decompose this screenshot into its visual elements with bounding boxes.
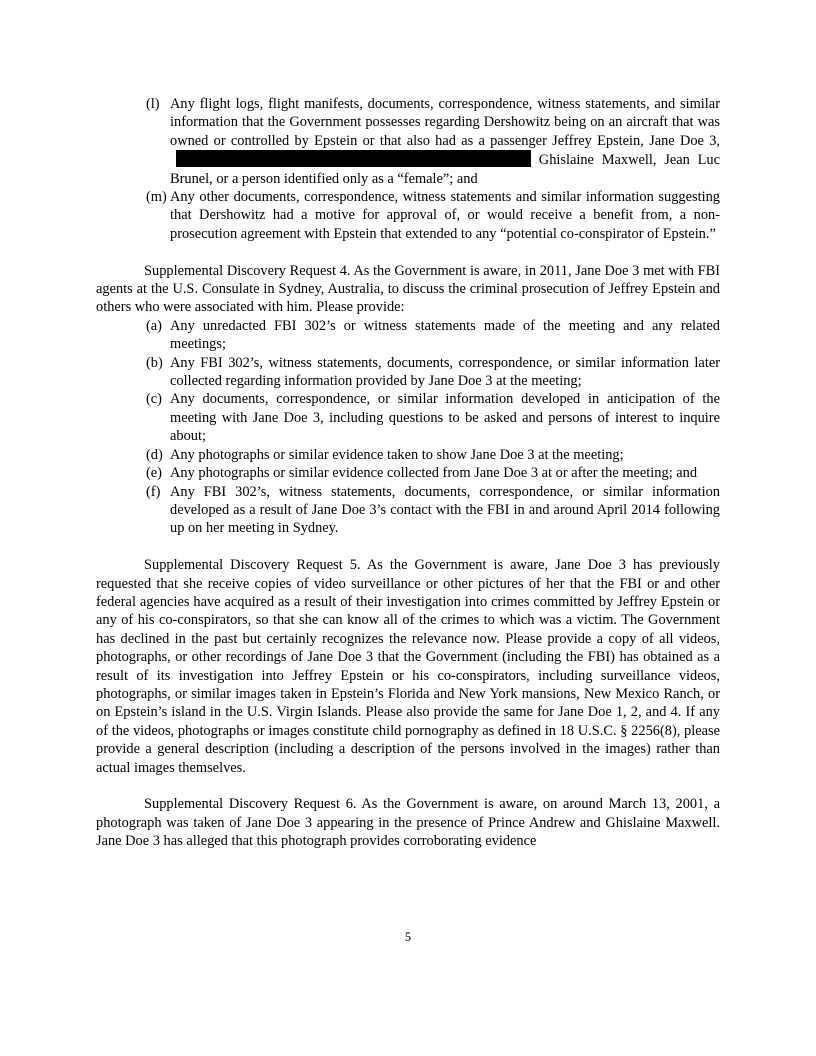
redaction-bar: [176, 150, 531, 167]
list-item-a: [146, 317, 720, 354]
item-label: (e): [146, 465, 162, 482]
item-text-continued: Ghislaine Maxwell, Jean Luc Brunel, or a person identified only as a “female”; and: [170, 152, 720, 187]
item-text: Any documents, correspondence, or similar information developed in anticipation of the meeting with Jane Doe 3, including questions to be asked and persons of interest to inquire about;: [170, 391, 720, 445]
item-label: (m): [146, 189, 167, 206]
item-label: (a): [146, 317, 162, 334]
item-label: (l): [146, 96, 160, 112]
item-text: Any photographs or similar evidence taken to show Jane Doe 3 at the meeting;: [170, 446, 624, 463]
page-number: 5: [404, 930, 412, 944]
item-label: (d): [146, 446, 163, 463]
list-item-l: [146, 95, 720, 188]
item-text: Any photographs or similar evidence collected from Jane Doe 3 at or after the meeting; and: [170, 465, 698, 482]
item-text: Any FBI 302’s, witness statements, documents, correspondence, or similar information developed as a result of Jane Doe 3’s contact with the FBI in and around April 2014 following up on her meeting in Sydney.: [170, 483, 720, 537]
item-label: (c): [146, 391, 162, 408]
item-text: Any flight logs, flight manifests, documents, correspondence, witness statements, and similar information that the Government possesses regarding Dershowitz being on an aircraft that was owned or controlled by Epstein or that also had as a passenger Jeffrey Epstein, Jane Doe 3,: [170, 96, 720, 149]
document-page: [96, 95, 720, 851]
list-item-b: [146, 354, 720, 391]
item-text: Any FBI 302’s, witness statements, documents, correspondence, or similar information later collected regarding information provided by Jane Doe 3 at the meeting;: [170, 354, 720, 390]
list-item-c: [146, 390, 720, 445]
list-item-d: [146, 446, 720, 464]
request-5-paragraph: Supplemental Discovery Request 5. As the Government is aware, Jane Doe 3 has previously requested that she receive copies of video surveillance or other pictures of her that the FBI or and other federal agencies have acquired as a result of their investigation into crimes committed by Jeffrey Epstein or any of his co-conspirators, so that she can know all of the crimes to which was a victim. The Government has declined in the past but certainly recognizes the relevance now. Please provide a copy of all videos, photographs, or other recordings of Jane Doe 3 that the Government (including the FBI) has obtained as a result of its investigation into Jeffrey Epstein or his co-conspirators, including surveillance videos, photographs, or similar images taken in Epstein’s Florida and New York mansions, New Mexico Ranch, or on Epstein’s island in the U.S. Virgin Islands. Please also provide the same for Jane Doe 1, 2, and 4. If any of the videos, photographs or images constitute child pornography as defined in 18 U.S.C. § 2256(8), please provide a general description (including a description of the persons involved in the images) rather than actual images themselves.: [96, 557, 720, 776]
list-item-m: [146, 188, 720, 243]
item-text: Any unredacted FBI 302’s or witness statements made of the meeting and any related meetings;: [170, 317, 720, 353]
request-4-list: [146, 317, 720, 538]
request-4-paragraph: Supplemental Discovery Request 4. As the Government is aware, in 2011, Jane Doe 3 met with FBI agents at the U.S. Consulate in Sydney, Australia, to discuss the criminal prosecution of Jeffrey Epstein and others who were associated with him. Please provide:: [96, 262, 720, 316]
list-item-f: [146, 483, 720, 538]
list-top: [146, 95, 720, 243]
item-label: (f): [146, 483, 161, 500]
item-label: (b): [146, 354, 163, 371]
list-item-e: [146, 464, 720, 482]
request-6-paragraph: Supplemental Discovery Request 6. As the Government is aware, on around March 13, 2001, a photograph was taken of Jane Doe 3 appearing in the presence of Prince Andrew and Ghislaine Maxwell. Jane Doe 3 has alleged that this photograph provides corroborating evidence: [96, 796, 720, 850]
item-text: Any other documents, correspondence, witness statements and similar information suggesting that Dershowitz had a motive for approval of, or would receive a benefit from, a non-prosecution agreement with Epstein that extended to any “potential co-conspirator of Epstein.”: [170, 189, 720, 242]
